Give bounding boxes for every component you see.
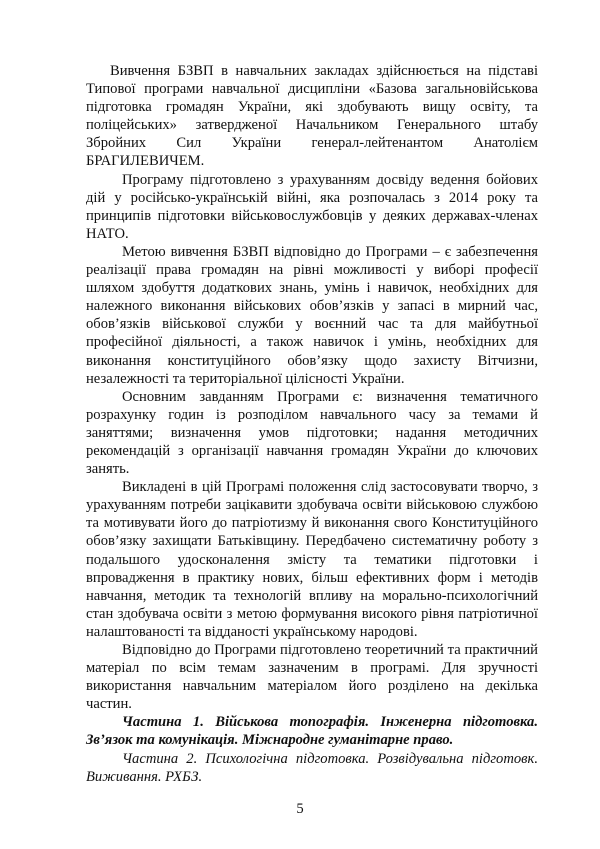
paragraph-intro: Вивчення БЗВП в навчальних закладах здійснюється на підставі Типової програми навчальної дисципліни «Базова загальновійськова підготовка громадян України, які здобувають вищу освіту, та поліцейських» затвердженої Начальником Генерального штабу Збройних Сил України генерал-лейтенантом Анатолієм БРАГИЛЕВИЧЕМ.: [86, 63, 538, 170]
paragraph-application: Викладені в цій Програмі положення слід застосовувати творчо, з урахуванням потреби зацікавити здобувача освіти військовою службою та мотивувати його до патріотизму й виконання свого Конституційного обов’язку захищати Батьківщину. Передбачено систематичну роботу з подальшого удосконалення змісту та тематики підготовки і впровадження в практику нових, більш ефективних форм і методів навчання, методик та технологій впливу на морально-психологічний стан здобувача освіти з метою формування високого рівня патріотичної налаштованості та відданості українському народові.: [86, 479, 538, 640]
paragraph-experience: Програму підготовлено з урахуванням досвіду ведення бойових дій у російсько-українській війні, яка розпочалась з 2014 року та принципів підготовки військовослужбовців у деяких державах-членах НАТО.: [86, 171, 538, 242]
paragraph-tasks: Основним завданням Програми є: визначення тематичного розрахунку годин із розподілом навчального часу за темами й заняттями; визначення умов підготовки; надання методичних рекомендацій з організації навчання громадян України до ключових занять.: [86, 388, 538, 478]
page-number: 5: [296, 801, 304, 817]
paragraph-materials: Відповідно до Програми підготовлено теоретичний та практичний матеріал по всім темам зазначеним в програмі. Для зручності використання навчальним матеріалом його розділено на декілька частин.: [86, 642, 538, 713]
part-two-heading: Частина 2. Психологічна підготовка. Розвідувальна підготовк. Виживання. РХБЗ.: [86, 750, 538, 785]
body-text: [86, 62, 538, 786]
part-one-heading: Частина 1. Військова топографія. Інженерна підготовка. Зв’язок та комунікація. Міжнародне гуманітарне право.: [86, 714, 538, 749]
paragraph-goal: Метою вивчення БЗВП відповідно до Програми – є забезпечення реалізації права громадян на рівні можливості у виборі професії шляхом здобуття додаткових знань, умінь і навичок, необхідних для належного виконання військових обов’язків у запасі в мирний час, обов’язків військової служби у воєнний час та для майбутньої професійної діяльності, а також навичок і умінь, необхідних для виконання конституційного обов’язку щодо захисту Вітчизни, незалежності та територіальної цілісності України.: [86, 243, 538, 387]
